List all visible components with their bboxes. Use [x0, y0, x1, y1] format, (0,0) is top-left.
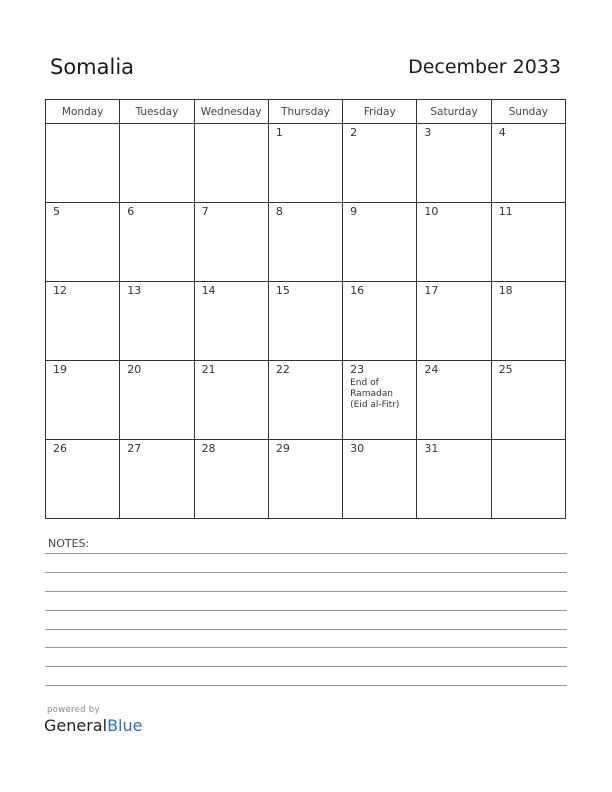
week-row: [46, 440, 566, 519]
day-number: 8: [275, 205, 283, 218]
day-cell: [491, 203, 565, 282]
day-number: 9: [350, 205, 358, 218]
day-number: 12: [53, 284, 67, 297]
day-number: 19: [53, 363, 67, 376]
notes-line: [45, 591, 567, 592]
day-number: 4: [498, 126, 506, 139]
day-number: 15: [275, 284, 290, 297]
day-number: 31: [424, 442, 439, 455]
day-cell: [194, 203, 268, 282]
day-cell: [120, 440, 194, 519]
weekday-tuesday: Tuesday: [120, 100, 194, 124]
day-number: 20: [127, 363, 142, 376]
day-cell: [46, 361, 120, 440]
day-cell: [194, 361, 268, 440]
country-title: Somalia: [50, 55, 135, 79]
notes-line: [45, 610, 567, 611]
day-cell: [268, 361, 342, 440]
notes-label: NOTES:: [48, 537, 90, 550]
day-cell: [46, 203, 120, 282]
powered-by-text: powered by: [47, 705, 100, 715]
weekday-thursday: Thursday: [268, 100, 342, 124]
day-cell: [194, 124, 268, 203]
day-cell: [268, 203, 342, 282]
day-number: 17: [424, 284, 439, 297]
day-number: 11: [498, 205, 513, 218]
day-cell: [268, 440, 342, 519]
day-cell: [417, 203, 491, 282]
day-number: 21: [201, 363, 216, 376]
day-number: 30: [350, 442, 365, 455]
week-row: [46, 203, 566, 282]
day-number: 1: [275, 126, 283, 139]
day-cell: [268, 282, 342, 361]
day-number: 14: [201, 284, 216, 297]
day-number: 24: [424, 363, 439, 376]
brand-general: General: [44, 716, 108, 735]
day-cell: [120, 203, 194, 282]
day-number: 10: [424, 205, 439, 218]
day-number: 23: [350, 363, 365, 376]
day-cell: [343, 282, 417, 361]
week-row: [46, 361, 566, 440]
day-number: 28: [201, 442, 216, 455]
day-number: 18: [498, 284, 513, 297]
day-cell: [194, 282, 268, 361]
calendar-grid: [45, 99, 566, 519]
notes-line: [45, 553, 567, 554]
day-number: 13: [127, 284, 142, 297]
calendar-body: [46, 124, 566, 519]
weekday-header-row: [46, 100, 566, 124]
day-cell: [46, 124, 120, 203]
notes-line: [45, 629, 567, 630]
day-cell: [120, 124, 194, 203]
weekday-saturday: Saturday: [417, 100, 491, 124]
day-cell: [417, 282, 491, 361]
weekday-monday: Monday: [46, 100, 120, 124]
day-number: 27: [127, 442, 142, 455]
day-cell: [343, 124, 417, 203]
day-cell: [417, 124, 491, 203]
day-cell: [491, 440, 565, 519]
month-year-title: December 2033: [408, 56, 561, 78]
day-cell: [194, 440, 268, 519]
day-cell: [268, 124, 342, 203]
day-number: 16: [350, 284, 365, 297]
day-number: 26: [53, 442, 67, 455]
day-cell: [46, 282, 120, 361]
weekday-sunday: Sunday: [491, 100, 565, 124]
day-number: 5: [53, 205, 60, 218]
notes-line: [45, 647, 567, 648]
day-cell: [491, 282, 565, 361]
day-number: 22: [275, 363, 290, 376]
day-number: 3: [424, 126, 432, 139]
day-cell: [120, 282, 194, 361]
day-number: 2: [350, 126, 358, 139]
notes-line: [45, 685, 567, 686]
week-row: [46, 124, 566, 203]
day-number: 7: [201, 205, 209, 218]
day-cell: [343, 361, 417, 440]
notes-line: [45, 666, 567, 667]
week-row: [46, 282, 566, 361]
day-number: 29: [275, 442, 290, 455]
day-cell: [46, 440, 120, 519]
day-cell: [120, 361, 194, 440]
day-cell: [417, 440, 491, 519]
day-number: 25: [498, 363, 513, 376]
day-cell: [343, 440, 417, 519]
day-cell: [343, 203, 417, 282]
day-cell: [417, 361, 491, 440]
weekday-friday: Friday: [343, 100, 417, 124]
day-cell: [491, 124, 565, 203]
generalblue-logo: [44, 716, 142, 735]
holiday-label: End of Ramadan (Eid al-Fitr): [350, 378, 400, 410]
weekday-wednesday: Wednesday: [194, 100, 268, 124]
day-number: 6: [127, 205, 135, 218]
brand-blue: Blue: [107, 716, 143, 735]
day-cell: [491, 361, 565, 440]
notes-line: [45, 572, 567, 573]
